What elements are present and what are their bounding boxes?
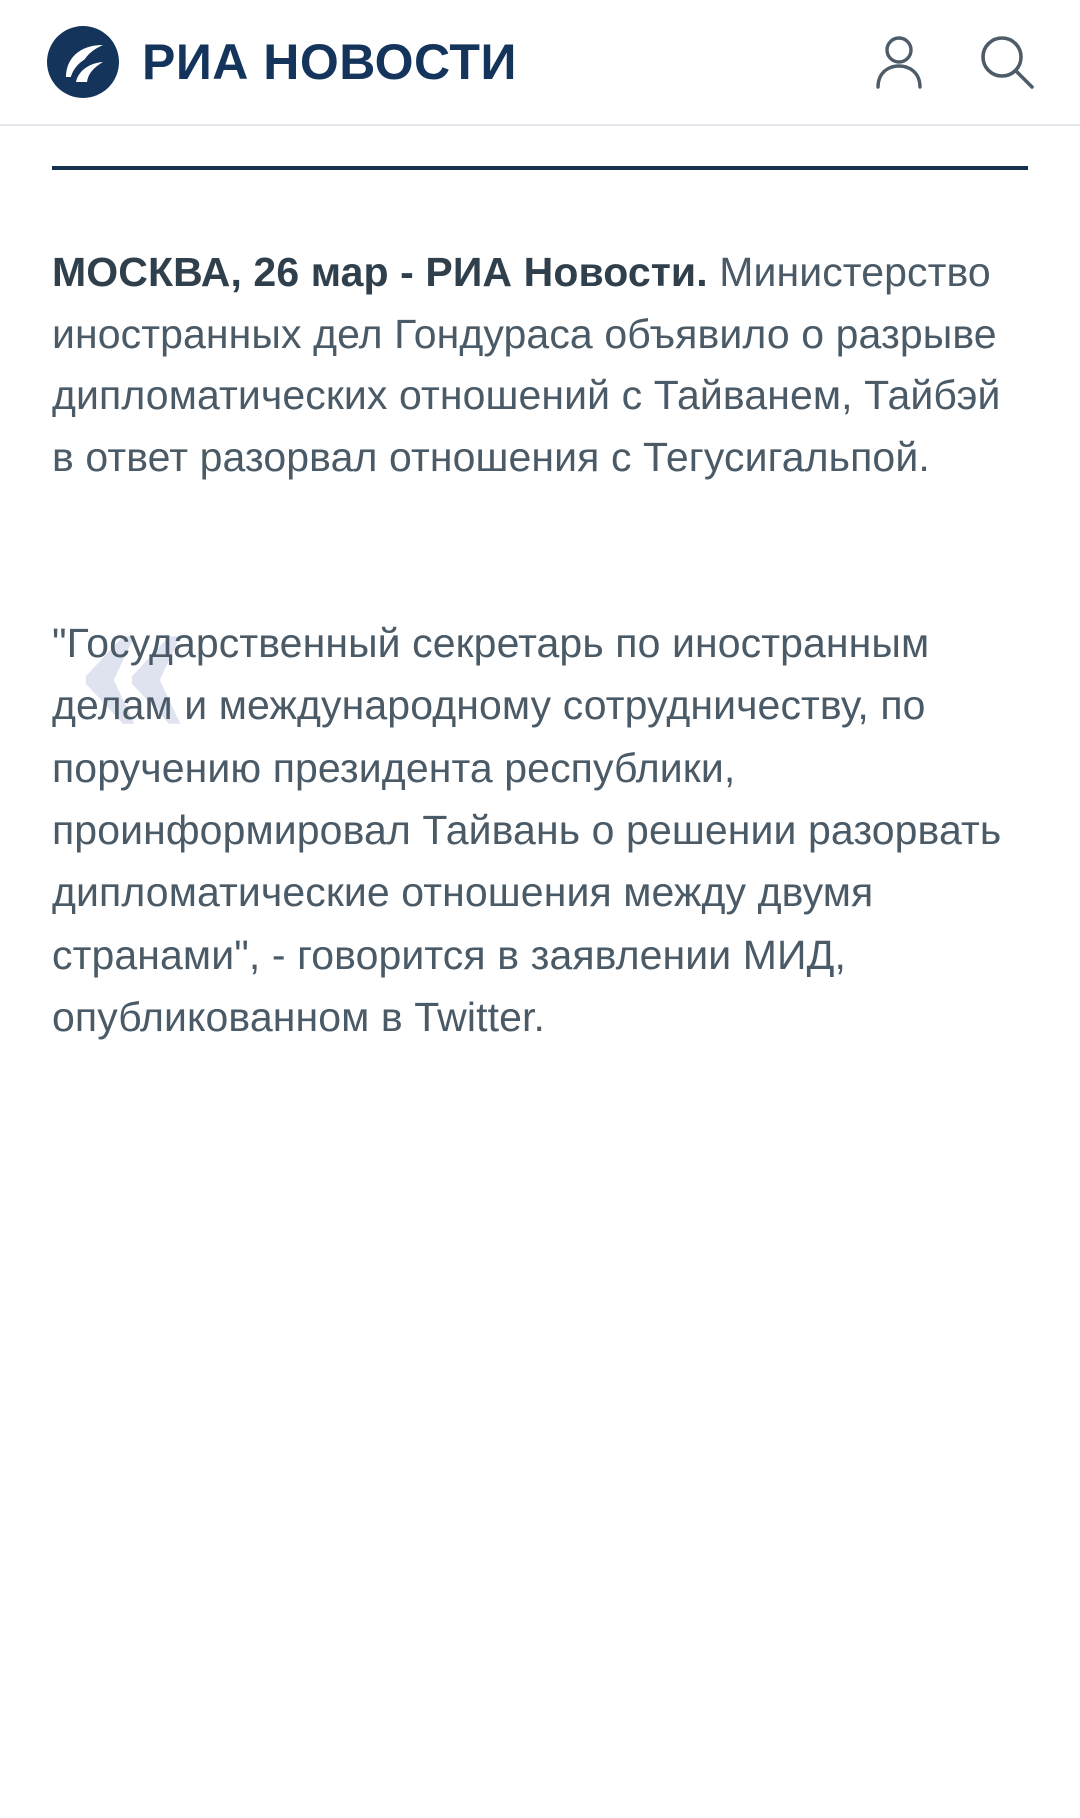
- article-quote-text: "Государственный секретарь по иностранным делам и международному сотрудничеству, по поручению президента республики, проинформировал Тайвань о решении разорвать дипломатические отношения между двумя странами", - говорится в заявлении МИД, опубликованном в Twitter.: [52, 620, 1002, 1040]
- user-account-glyph: [872, 33, 926, 91]
- article-lead-paragraph: [52, 242, 1028, 488]
- article-quote-block: [52, 527, 1028, 1048]
- header-actions: [868, 31, 1038, 93]
- site-header: [0, 0, 1080, 126]
- site-title: РИА НОВОСТИ: [142, 34, 517, 90]
- quote-mark-icon: «: [74, 527, 189, 782]
- section-divider: [52, 166, 1028, 170]
- search-glyph: [978, 33, 1036, 91]
- user-account-icon[interactable]: [868, 31, 930, 93]
- article-body: [0, 166, 1080, 1048]
- article-dateline: МОСКВА, 26 мар - РИА Новости.: [52, 249, 708, 295]
- ria-swirl-logo-icon: [46, 25, 120, 99]
- article-lead-text: Министерство иностранных дел Гондураса объявило о разрыве дипломатических отношений с Тайванем, Тайбэй в ответ разорвал отношения с Тегусигальпой.: [52, 249, 1001, 480]
- search-icon[interactable]: [976, 31, 1038, 93]
- site-logo-link[interactable]: [46, 25, 868, 99]
